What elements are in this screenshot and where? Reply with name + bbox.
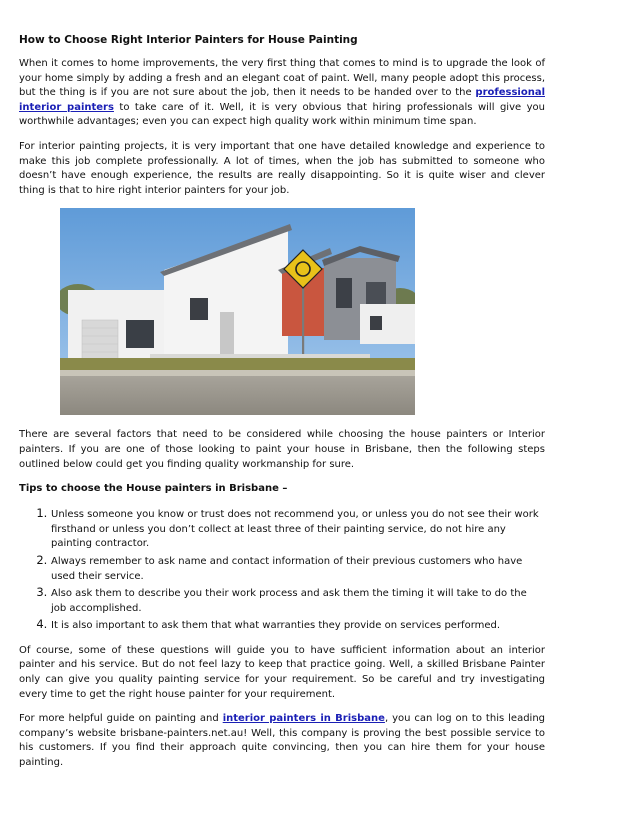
road: [60, 376, 415, 415]
list-item: 1. Unless someone you know or trust does not recommend you, or unless you do not see their work firsthand or unless you don’t collect at least three of their painting service, do not hire any painting contractor.: [51, 506, 545, 552]
professional-interior-painters-link[interactable]: professional interior painters: [19, 87, 545, 113]
house-photo: [60, 208, 415, 415]
list-item: 3. Also ask them to describe you their work process and ask them the timing it will take to do the job accomplished.: [51, 585, 545, 616]
right-house: [360, 304, 415, 344]
intro-text-before: When it comes to home improvements, the very first thing that comes to mind is to upgrade the look of your home simply by adding a fresh and an elegant coat of paint. Well, many people adopt this process, but the thing is if you are not sure about the job, then it needs to be handed over to the: [19, 58, 545, 99]
door: [220, 312, 234, 358]
questions-paragraph: Of course, some of these questions will guide you to have sufficient information about an interior painter and his service. But do not feel lazy to keep that practice going. Well, a skilled Brisbane Painter only can give you quality painting service for your requirement. So be careful and try investigating every time to get the right house painter for your requirement.: [19, 644, 545, 700]
factors-paragraph: There are several factors that need to be considered while choosing the house painters or Interior painters. If you are one of those looking to paint your house in Brisbane, then the following steps outlined below could get you finding quality workmanship for sure.: [19, 429, 545, 470]
closing-text-before: For more helpful guide on painting and: [19, 713, 223, 725]
closing-paragraph: [19, 712, 545, 770]
list-item: 4. It is also important to ask them that what warranties they provide on services performed.: [51, 617, 545, 634]
intro-paragraph: [19, 57, 545, 130]
document-page: [19, 33, 545, 781]
interior-painters-brisbane-link[interactable]: interior painters in Brisbane: [222, 713, 385, 725]
tips-list: [19, 506, 545, 634]
list-item: 2. Always remember to ask name and contact information of their previous customers who have used their service.: [51, 553, 545, 584]
page-title: How to Choose Right Interior Painters for House Painting: [19, 34, 358, 46]
grass: [60, 358, 415, 372]
intro-text-after: to take care of it. Well, it is very obvious that hiring professionals will give you worthwhile advantages; even you can expect high quality work within minimum time span.: [19, 101, 545, 128]
interior-projects-paragraph: For interior painting projects, it is very important that one have detailed knowledge and experience to make this job complete professionally. A lot of times, when the job has submitted to someone who doesn’t have enough experience, the results are really disappointing. So it is quite wiser and clever thing is that to hire right interior painters for your job.: [19, 140, 545, 196]
tips-heading: Tips to choose the House painters in Brisbane –: [19, 483, 288, 495]
garage-door: [82, 320, 118, 362]
closing-text-after: , you can log on to this leading company’s website brisbane-painters.net.au! Well, this company is proving the best possible service to his customers. If you find their approach quite convincing, then you can hire them for your house painting.: [19, 713, 546, 769]
